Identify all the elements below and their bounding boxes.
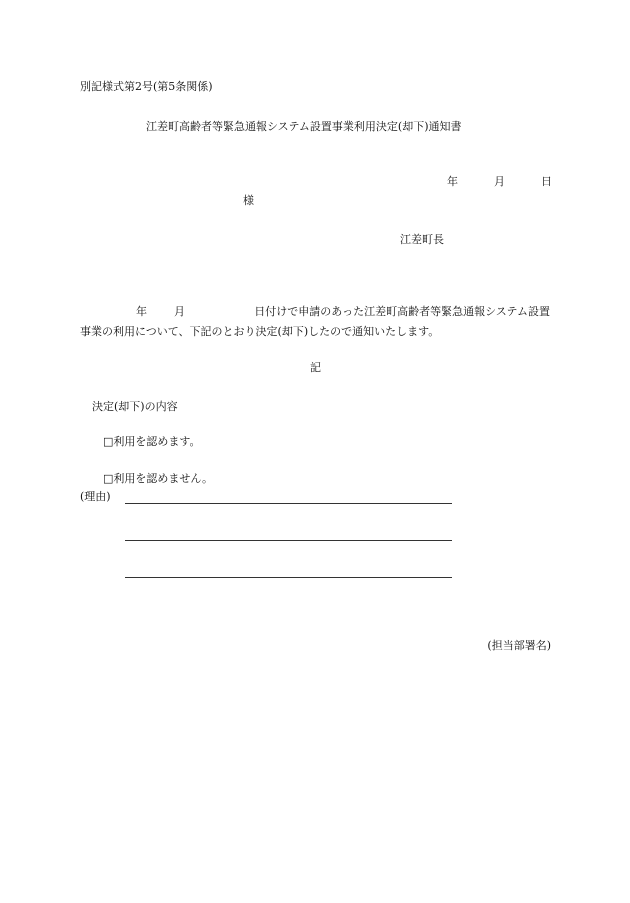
reason-label: (理由) (80, 490, 111, 503)
body-line1-text: 日付けで申請のあった江差町高齢者等緊急通報システム設置 (254, 305, 550, 318)
date-year: 年 (447, 175, 458, 188)
date-month: 月 (494, 175, 505, 188)
date-day: 日 (541, 175, 552, 188)
body-year: 年 (136, 305, 147, 318)
notice-body-line-1 (80, 302, 550, 322)
form-number: 別記様式第2号(第5条関係) (80, 80, 213, 93)
notice-body (80, 302, 550, 342)
reason-line-2 (125, 540, 452, 541)
department-note: (担当部署名) (487, 639, 551, 652)
addressee-suffix: 様 (243, 194, 254, 207)
decision-section-label: 決定(却下)の内容 (92, 400, 178, 413)
reason-line-3 (125, 577, 452, 578)
document-title: 江差町高齢者等緊急通報システム設置事業利用決定(却下)通知書 (146, 120, 462, 133)
approve-option: □利用を認めます。 (103, 435, 201, 448)
ki-mark: 記 (310, 361, 321, 374)
reject-option: □利用を認めません。 (103, 472, 214, 485)
issuer-name: 江差町長 (400, 233, 444, 246)
reason-line-1 (125, 503, 452, 504)
body-line2-text: 事業の利用について、下記のとおり決定(却下)したので通知いたします。 (80, 325, 440, 338)
body-month: 月 (174, 305, 185, 318)
